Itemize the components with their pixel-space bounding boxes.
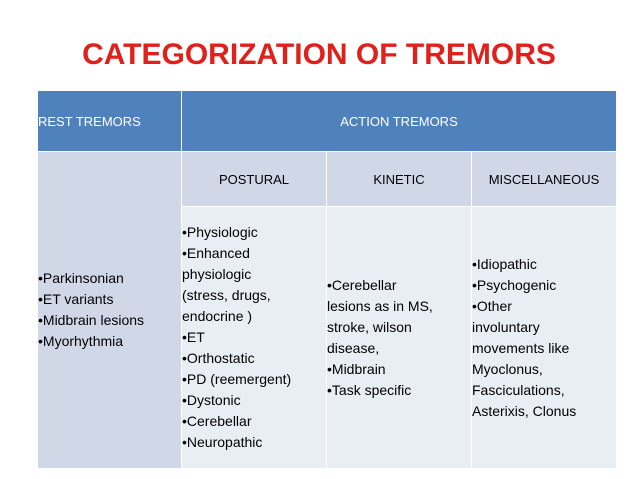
list-item: •ET variants xyxy=(38,291,114,307)
list-item: Asterixis, Clonus xyxy=(472,402,577,419)
list-item: •Midbrain lesions xyxy=(38,312,145,328)
list-item: Fasciculations, xyxy=(472,381,565,398)
kinetic-cell xyxy=(327,207,472,469)
list-item: stroke, wilson xyxy=(327,318,412,335)
tremor-categorization-table xyxy=(37,90,617,469)
list-item: •Myorhythmia xyxy=(38,333,124,349)
rest-tremors-header: REST TREMORS xyxy=(38,91,182,152)
list-item: movements like xyxy=(472,339,570,356)
list-item: •Midbrain xyxy=(327,360,386,377)
list-item: •PD (reemergent) xyxy=(182,371,292,387)
list-item: •Dystonic xyxy=(182,392,241,408)
miscellaneous-header: MISCELLANEOUS xyxy=(472,152,617,207)
postural-cell xyxy=(182,207,327,469)
miscellaneous-cell xyxy=(472,207,617,469)
action-tremors-header: ACTION TREMORS xyxy=(182,91,617,152)
list-item: lesions as in MS, xyxy=(327,297,433,314)
list-item: •Parkinsonian xyxy=(38,270,124,286)
list-item: •Task specific xyxy=(327,381,412,398)
list-item: physiologic xyxy=(182,266,252,282)
slide-title: CATEGORIZATION OF TREMORS xyxy=(82,38,556,71)
postural-header: POSTURAL xyxy=(182,152,327,207)
list-item: •Neuropathic xyxy=(182,434,263,450)
list-item: •Physiologic xyxy=(182,224,258,240)
subheader-row xyxy=(38,152,617,207)
list-item: •Psychogenic xyxy=(472,276,557,293)
list-item: disease, xyxy=(327,339,380,356)
list-item: involuntary xyxy=(472,318,540,335)
list-item: •Enhanced xyxy=(182,245,250,261)
list-item: •ET xyxy=(182,329,205,345)
table-header-row xyxy=(38,91,617,152)
rest-tremors-cell xyxy=(38,152,182,469)
list-item: (stress, drugs, xyxy=(182,287,271,303)
list-item: •Cerebellar xyxy=(182,413,252,429)
kinetic-header: KINETIC xyxy=(327,152,472,207)
list-item: •Idiopathic xyxy=(472,255,537,272)
list-item: •Other xyxy=(472,297,512,314)
list-item: •Orthostatic xyxy=(182,350,255,366)
list-item: Myoclonus, xyxy=(472,360,543,377)
list-item: •Cerebellar xyxy=(327,276,397,293)
list-item: endocrine ) xyxy=(182,308,253,324)
